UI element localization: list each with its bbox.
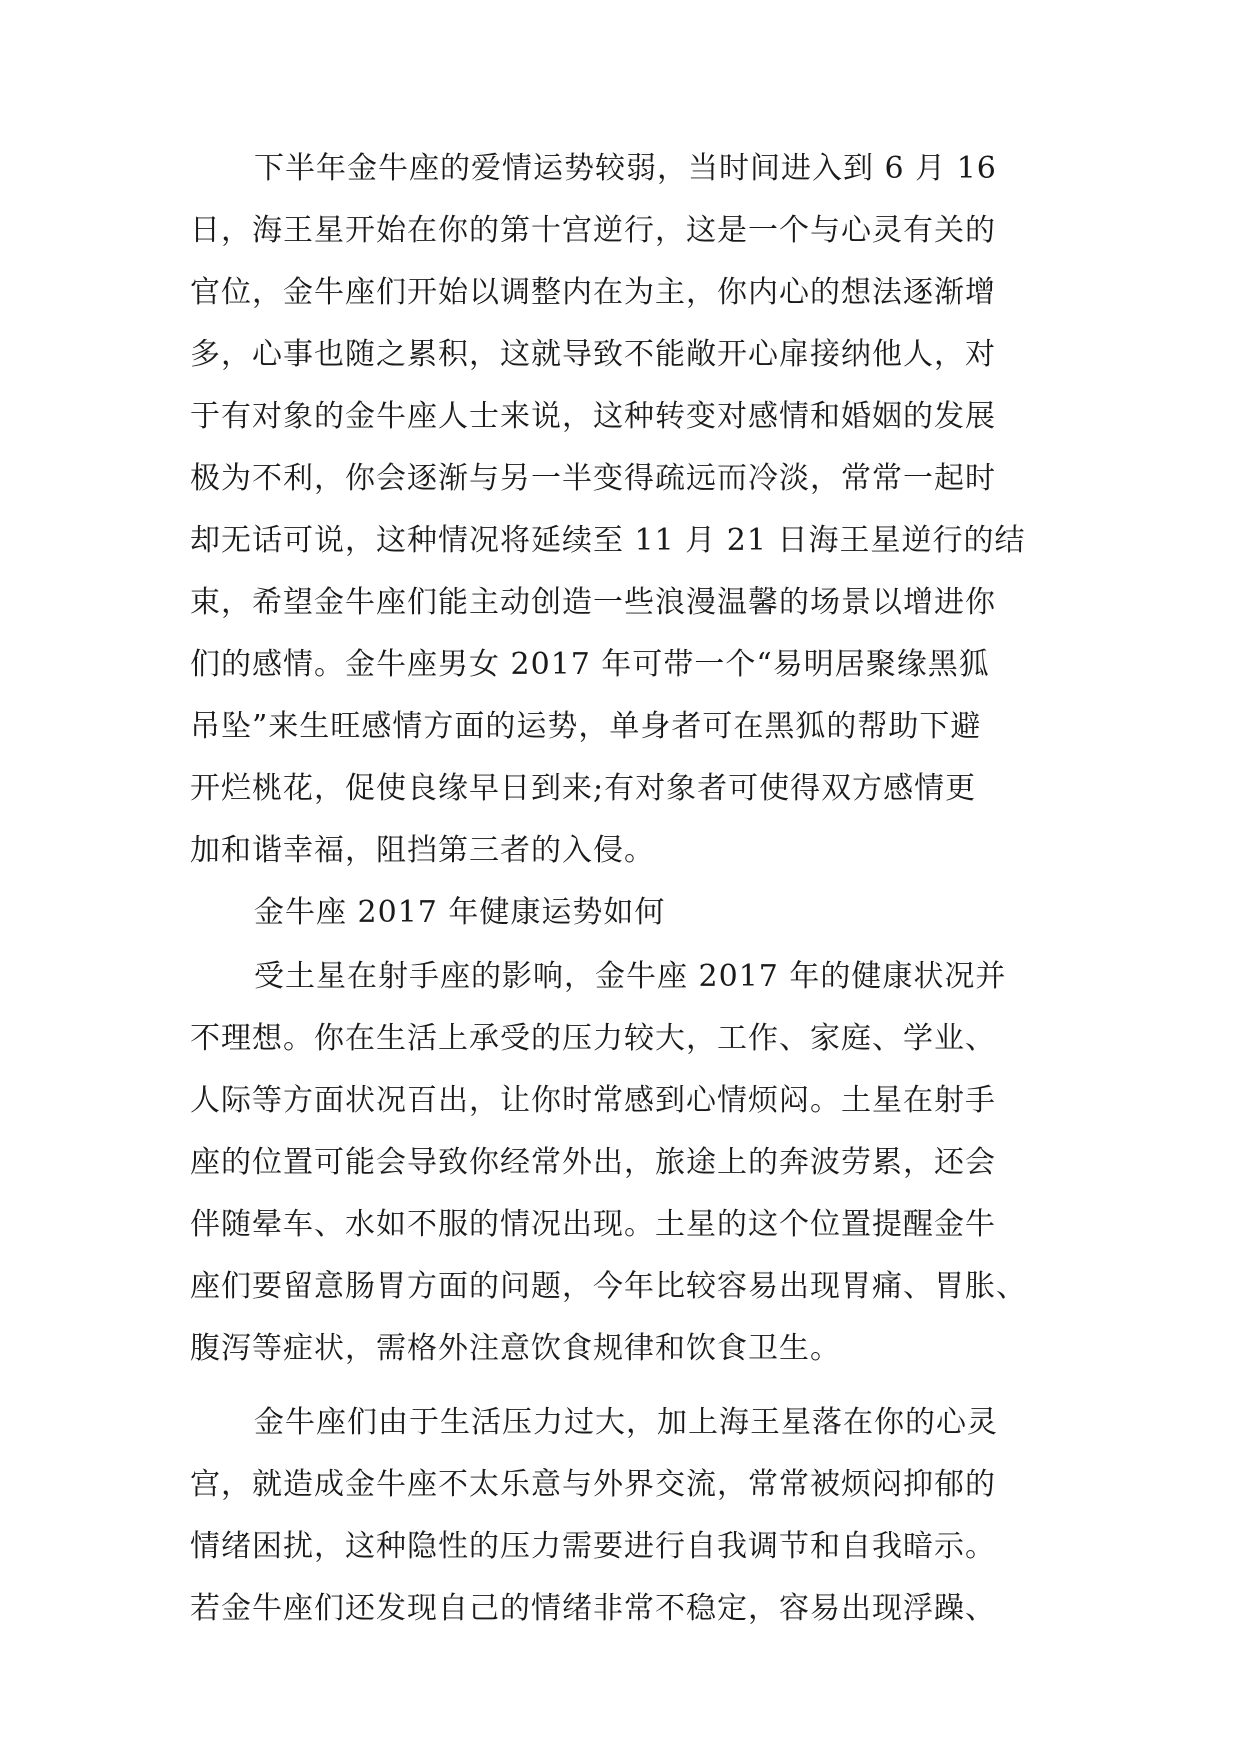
section-heading: 金牛座 2017 年健康运势如何 [254, 895, 666, 930]
paragraph-line: 腹泻等症状，需格外注意饮食规律和饮食卫生。 [190, 1331, 841, 1366]
paragraph-line: 多，心事也随之累积，这就导致不能敞开心扉接纳他人，对 [190, 337, 996, 372]
paragraph-line: 人际等方面状况百出，让你时常感到心情烦闷。土星在射手 [190, 1083, 996, 1118]
paragraph-line: 受土星在射手座的影响，金牛座 2017 年的健康状况并 [254, 959, 1007, 994]
paragraph-line: 却无话可说，这种情况将延续至 11 月 21 日海王星逆行的结 [190, 523, 1026, 558]
paragraph-line: 官位，金牛座们开始以调整内在为主，你内心的想法逐渐增 [190, 275, 996, 310]
paragraph-line: 加和谐幸福，阻挡第三者的入侵。 [190, 833, 655, 868]
paragraph-line: 吊坠”来生旺感情方面的运势，单身者可在黑狐的帮助下避 [190, 709, 982, 744]
paragraph-line: 日，海王星开始在你的第十宫逆行，这是一个与心灵有关的 [190, 213, 996, 248]
paragraph-line: 极为不利，你会逐渐与另一半变得疏远而冷淡，常常一起时 [190, 461, 996, 496]
paragraph-line: 束，希望金牛座们能主动创造一些浪漫温馨的场景以增进你 [190, 585, 996, 620]
paragraph-line: 情绪困扰，这种隐性的压力需要进行自我调节和自我暗示。 [190, 1529, 996, 1564]
paragraph-line: 于有对象的金牛座人士来说，这种转变对感情和婚姻的发展 [190, 399, 996, 434]
paragraph-line: 不理想。你在生活上承受的压力较大，工作、家庭、学业、 [190, 1021, 996, 1056]
paragraph-line: 下半年金牛座的爱情运势较弱，当时间进入到 6 月 16 [254, 151, 997, 186]
paragraph-line: 们的感情。金牛座男女 2017 年可带一个“易明居聚缘黑狐 [190, 647, 990, 682]
paragraph-line: 金牛座们由于生活压力过大，加上海王星落在你的心灵 [254, 1405, 998, 1440]
paragraph-line: 宫，就造成金牛座不太乐意与外界交流，常常被烦闷抑郁的 [190, 1467, 996, 1502]
paragraph-line: 座的位置可能会导致你经常外出，旅途上的奔波劳累，还会 [190, 1145, 996, 1180]
paragraph-line: 伴随晕车、水如不服的情况出现。土星的这个位置提醒金牛 [190, 1207, 996, 1242]
paragraph-line: 座们要留意肠胃方面的问题，今年比较容易出现胃痛、胃胀、 [190, 1269, 1027, 1304]
paragraph-line: 若金牛座们还发现自己的情绪非常不稳定，容易出现浮躁、 [190, 1591, 996, 1626]
paragraph-line: 开烂桃花，促使良缘早日到来;有对象者可使得双方感情更 [190, 771, 977, 806]
